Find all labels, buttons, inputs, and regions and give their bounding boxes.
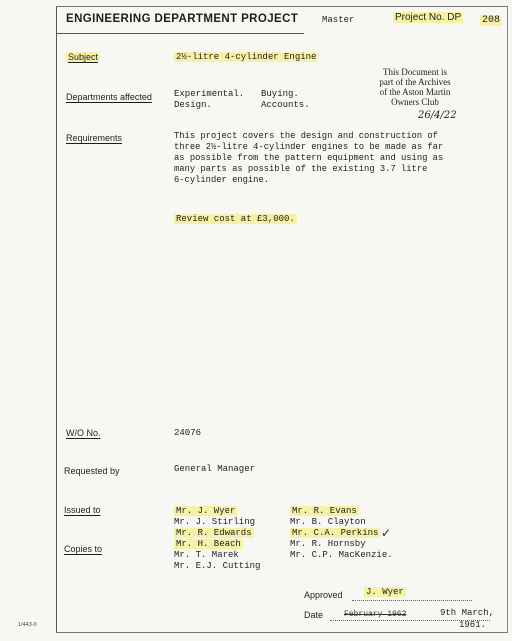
list-item: Mr. J. Wyer	[176, 506, 236, 516]
archive-stamp: This Document is part of the Archives of the Aston Martin Owners Club	[379, 67, 451, 107]
requirements-label: Requirements	[66, 133, 123, 143]
departments-col1: Experimental. Design.	[174, 89, 245, 110]
list-item: Mr. E.J. Cutting	[174, 561, 261, 571]
document-title: ENGINEERING DEPARTMENT PROJECT	[66, 13, 299, 25]
issued-to-label: Issued to	[64, 505, 101, 515]
list-item: Mr. C.A. Perkins	[292, 528, 379, 538]
requested-by-value: General Manager	[174, 464, 256, 474]
list-item: Mr. R. Edwards	[176, 528, 252, 538]
list-item: Mr. B. Clayton	[290, 517, 366, 527]
approved-value: J. Wyer	[366, 587, 404, 597]
right-border	[507, 6, 508, 632]
check-mark-icon: ✓	[381, 526, 392, 540]
requirements-text: This project covers the design and construction of three 2½-litre 4-cylinder engines to be made as far as possible from the pattern equipment and using as many parts as possible of the existing 3.7 litre 6-cylinder engine.	[174, 131, 444, 185]
departments-col2: Buying. Accounts.	[261, 89, 310, 110]
copies-to-label: Copies to	[64, 544, 103, 554]
master-label: Master	[322, 15, 355, 25]
date-struck-text: February 1962	[344, 610, 407, 619]
list-item: Mr. C.P. MacKenzie.	[290, 550, 393, 560]
approved-line	[352, 600, 472, 601]
bottom-border	[56, 632, 508, 633]
list-item: Mr. R. Evans	[292, 506, 357, 516]
project-number-value: 208	[482, 15, 501, 26]
wo-number-value: 24076	[174, 428, 202, 438]
subject-value: 2½-litre 4-cylinder Engine	[176, 52, 317, 62]
review-note: Review cost at £3,000.	[176, 214, 295, 224]
recipient-list-right	[290, 506, 393, 561]
recipient-list-left	[174, 506, 260, 572]
requested-by-label: Requested by	[64, 466, 120, 476]
form-code: 1/443-0	[18, 622, 37, 628]
departments-label: Departments affected	[66, 92, 152, 102]
date-year: 1961.	[459, 620, 487, 630]
archive-stamp-date: 26/4/22	[418, 110, 457, 121]
approved-label: Approved	[304, 590, 343, 600]
left-margin-rule	[56, 6, 57, 632]
top-border	[56, 6, 508, 7]
wo-number-label: W/O No.	[66, 428, 101, 438]
project-number-label: Project No. DP	[395, 12, 462, 23]
list-item: Mr. H. Beach	[176, 539, 241, 549]
list-item: Mr. T. Marek	[174, 550, 239, 560]
date-value: 9th March,	[440, 608, 495, 618]
date-label: Date	[304, 610, 324, 620]
subject-label: Subject	[68, 52, 99, 62]
title-underline	[56, 33, 304, 34]
list-item: Mr. J. Stirling	[174, 517, 256, 527]
list-item: Mr. R. Hornsby	[290, 539, 366, 549]
